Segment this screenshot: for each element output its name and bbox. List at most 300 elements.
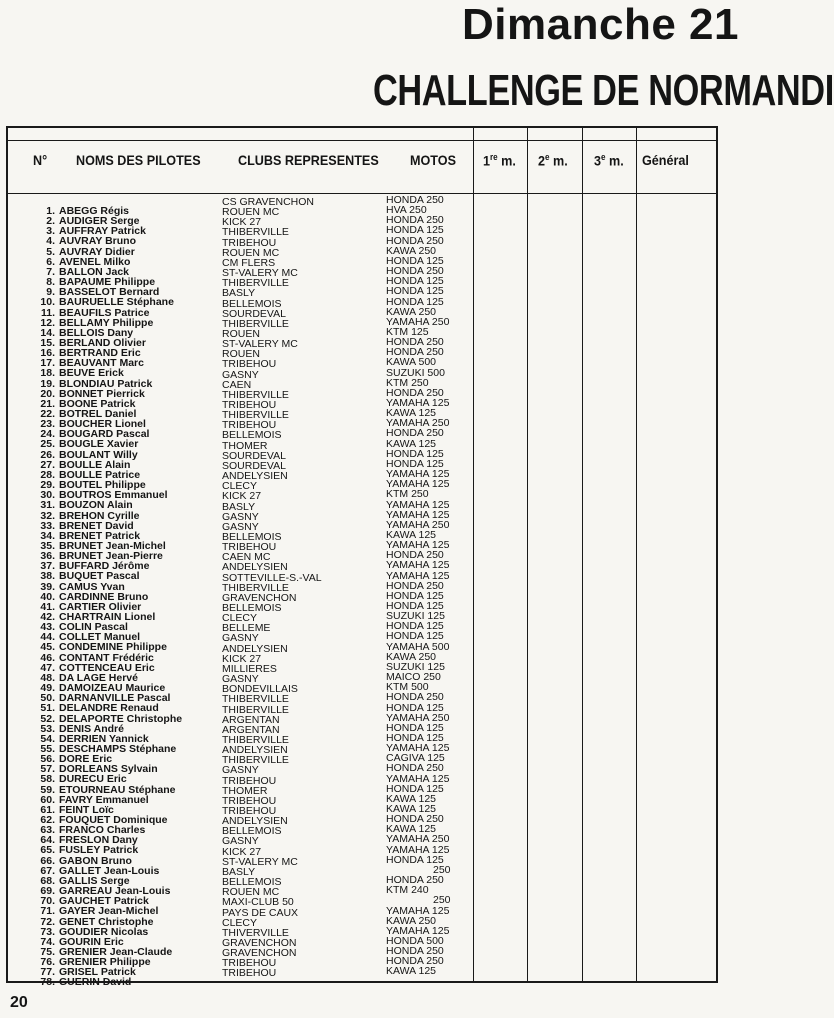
moto-model: KAWA 125 (386, 803, 436, 815)
moto-model: KAWA 250 (386, 305, 436, 318)
moto-model: YAMAHA 125 (386, 508, 450, 521)
club-name: BASLY (222, 500, 256, 513)
moto-model: KTM 250 (386, 488, 429, 501)
pilot-name: BOULANT Willy (59, 448, 138, 461)
pilot-name: BUQUET Pascal (59, 570, 140, 583)
club-name: CLECY (222, 612, 258, 625)
pilot-name: FUSLEY Patrick (59, 844, 139, 857)
pilot-name: DENIS André (59, 722, 124, 735)
moto-model: HONDA 125 (386, 285, 444, 298)
pilot-name: BELLAMY Philippe (59, 316, 154, 329)
club-name: ROUEN MC (222, 246, 280, 259)
club-name: TRIBEHOU (222, 358, 277, 371)
moto-model: HONDA 125 (386, 721, 444, 734)
moto-model: HONDA 250 (386, 874, 444, 887)
club-name: ST-VALERY MC (222, 855, 298, 868)
moto-model: KAWA 125 (386, 965, 436, 978)
pilot-name: GALLIS Serge (59, 874, 130, 887)
pilot-number: 7. (46, 265, 55, 278)
pilot-number: 37. (40, 560, 55, 573)
club-name: CS GRAVENCHON (222, 196, 314, 208)
pilot-name: BRUNET Jean-Michel (59, 539, 166, 552)
pilot-name: GAYER Jean-Michel (59, 905, 159, 918)
pilot-number: 4. (46, 235, 55, 248)
club-name: THIBERVILLE (222, 226, 289, 239)
moto-model: YAMAHA 125 (386, 742, 450, 755)
moto-model: HONDA 125 (386, 701, 444, 714)
col-header-clubs: CLUBS REPRESENTES (238, 152, 379, 168)
moto-model: MAICO 250 (386, 671, 441, 684)
col-header-pilots: NOMS DES PILOTES (76, 152, 201, 168)
club-name: GASNY (222, 673, 259, 686)
club-name: CLECY (222, 916, 258, 929)
club-name: SOURDEVAL (222, 459, 286, 472)
pilot-name: BOTREL Daniel (59, 408, 137, 420)
moto-model: HONDA 250 (386, 427, 444, 440)
pilot-number: 27. (40, 458, 55, 471)
pilot-name: AVENEL Milko (59, 255, 131, 268)
pilot-number: 1. (46, 205, 55, 217)
col-header-round-1: 1re m. (483, 152, 516, 169)
pilot-number: 48. (40, 671, 55, 684)
moto-model: CAGIVA 125 (386, 752, 445, 765)
moto-model: KAWA 125 (386, 437, 436, 450)
pilot-number: 40. (40, 590, 55, 603)
header-bottom-rule (6, 193, 718, 194)
pilot-name: CONTANT Frédéric (59, 651, 154, 664)
pilot-name: CONDEMINE Philippe (59, 641, 167, 654)
pilot-name: DAMOIZEAU Maurice (59, 682, 166, 695)
moto-model: YAMAHA 250 (386, 315, 450, 328)
pilot-number: 53. (40, 722, 55, 735)
pilot-number: 33. (40, 519, 55, 532)
pilot-name: COLLET Manuel (59, 631, 141, 644)
page-subtitle: CHALLENGE DE NORMANDI (373, 66, 834, 115)
pilot-name: DESCHAMPS Stéphane (59, 742, 177, 755)
club-name: TRIBEHOU (222, 794, 277, 807)
pilot-name: AUDIGER Serge (59, 215, 140, 228)
pilot-name: BRUNET Jean-Pierre (59, 550, 163, 563)
moto-model: 250 (433, 863, 451, 876)
club-name: KICK 27 (222, 652, 262, 665)
moto-model: HONDA 250 (386, 579, 444, 592)
pilot-name: BELLOIS Dany (59, 326, 134, 339)
club-name: PAYS DE CAUX (222, 906, 299, 919)
pilot-number: 71. (40, 905, 55, 918)
pilot-number: 35. (40, 539, 55, 552)
pilot-name: DELAPORTE Christophe (59, 712, 183, 725)
moto-model: YAMAHA 250 (386, 711, 450, 724)
club-name: ROUEN MC (222, 206, 280, 219)
moto-model: KTM 250 (386, 376, 429, 389)
pilot-number: 60. (40, 793, 55, 806)
pilot-number: 77. (40, 966, 55, 979)
moto-model: HONDA 125 (386, 853, 444, 866)
club-name: ST-VALERY MC (222, 338, 298, 351)
moto-model: KAWA 250 (386, 244, 436, 257)
club-name: THIVERVILLE (222, 926, 289, 939)
club-name: THIBERVILLE (222, 409, 289, 422)
pilot-number: 30. (40, 489, 55, 502)
pilot-name: BONNET Pierrick (59, 387, 145, 400)
pilot-number: 31. (40, 499, 55, 512)
club-name: ROUEN MC (222, 886, 280, 899)
moto-model: HONDA 125 (386, 782, 444, 795)
pilot-number: 34. (40, 529, 55, 542)
pilot-name: GAUCHET Patrick (59, 895, 149, 908)
moto-model: HONDA 250 (386, 214, 444, 227)
moto-model: KTM 240 (386, 884, 429, 897)
pilot-name: GOUDIER Nicolas (59, 925, 149, 938)
club-name: GASNY (222, 764, 259, 777)
club-name: ANDELYSIEN (222, 642, 288, 655)
pilot-name: BOONE Patrick (59, 397, 136, 410)
pilot-number: 50. (40, 692, 55, 705)
moto-model: YAMAHA 125 (386, 468, 450, 481)
pilot-name: BUFFARD Jérôme (59, 560, 150, 573)
pilot-name: GRENIER Jean-Claude (59, 945, 173, 958)
pilot-name: BOUZON Alain (59, 499, 133, 512)
pilot-name: BOULLE Patrice (59, 468, 141, 481)
moto-model: YAMAHA 125 (386, 397, 450, 409)
club-name: CAEN MC (222, 551, 271, 564)
pilot-name: COTTENCEAU Eric (59, 661, 155, 674)
pilot-name: BLONDIAU Patrick (59, 377, 153, 390)
pilot-name: BEUVE Erick (59, 367, 124, 380)
moto-model: HONDA 250 (386, 945, 444, 958)
pilot-number: 17. (40, 357, 55, 370)
pilot-number: 3. (46, 225, 55, 238)
pilot-name: GABON Bruno (59, 854, 132, 867)
moto-model: YAMAHA 125 (386, 539, 450, 552)
moto-model: HONDA 125 (386, 600, 444, 612)
moto-model: YAMAHA 250 (386, 518, 450, 531)
pilot-number: 61. (40, 803, 55, 816)
moto-model: KAWA 125 (386, 792, 436, 805)
pilot-name: BERTRAND Eric (59, 347, 141, 360)
club-name: THIBERVILLE (222, 317, 289, 330)
club-name: THOMER (222, 439, 268, 452)
moto-model: HONDA 250 (386, 549, 444, 562)
pilot-number: 41. (40, 600, 55, 613)
moto-model: HONDA 125 (386, 620, 444, 633)
col-header-round-3: 3e m. (594, 152, 624, 169)
pilot-number: 6. (46, 255, 55, 268)
pilot-name: BOUCHER Lionel (59, 418, 146, 431)
moto-model: HONDA 125 (386, 457, 444, 470)
pilot-number: 39. (40, 580, 55, 593)
pilot-number: 52. (40, 712, 55, 725)
pilot-number: 57. (40, 763, 55, 776)
club-name: BELLEMOIS (222, 602, 282, 614)
club-name: ANDELYSIEN (222, 815, 288, 828)
club-name: TRIBEHOU (222, 399, 277, 411)
moto-model: YAMAHA 125 (386, 498, 450, 511)
moto-model: YAMAHA 125 (386, 843, 450, 856)
club-name: BELLEME (222, 622, 271, 635)
club-name: BASLY (222, 865, 256, 878)
pilot-number: 72. (40, 915, 55, 928)
club-name: TRIBEHOU (222, 805, 277, 817)
pilot-name: GRENIER Philippe (59, 956, 151, 969)
pilot-number: 14. (40, 326, 55, 339)
moto-model: SUZUKI 125 (386, 660, 445, 673)
pilot-number: 10. (40, 296, 55, 309)
club-name: TRIBEHOU (222, 541, 277, 554)
moto-model: HONDA 250 (386, 955, 444, 968)
club-name: GASNY (222, 368, 259, 381)
pilot-number: 67. (40, 864, 55, 877)
pilot-number: 70. (40, 895, 55, 908)
moto-model: SUZUKI 125 (386, 610, 445, 623)
moto-model: HONDA 250 (386, 346, 444, 359)
pilot-number: 45. (40, 641, 55, 654)
pilot-number: 43. (40, 621, 55, 634)
pilot-number: 36. (40, 550, 55, 563)
pilot-number: 18. (40, 367, 55, 380)
pilot-number: 26. (40, 448, 55, 461)
club-name: GASNY (222, 520, 259, 533)
club-name: ARGENTAN (222, 713, 280, 726)
club-name: ANDELYSIEN (222, 470, 288, 483)
club-name: BELLEMOIS (222, 429, 282, 442)
pilot-name: GALLET Jean-Louis (59, 864, 160, 877)
pilot-name: BOUGARD Pascal (59, 428, 150, 441)
club-name: GRAVENCHON (222, 936, 297, 949)
pilot-name: BOUGLE Xavier (59, 438, 139, 451)
moto-model: YAMAHA 125 (386, 559, 450, 572)
moto-model: KAWA 250 (386, 650, 436, 663)
page-number: 20 (10, 994, 28, 1011)
pilot-name: FOUQUET Dominique (59, 814, 168, 826)
pilot-number: 20. (40, 387, 55, 400)
moto-model: HONDA 250 (386, 234, 444, 247)
pilot-number: 76. (40, 956, 55, 969)
pilot-name: FEINT Loïc (59, 803, 114, 816)
pilot-number: 62. (40, 814, 55, 826)
pilot-name: DA LAGE Hervé (59, 671, 138, 684)
col-header-number: N° (33, 152, 48, 168)
pilot-name: FAVRY Emmanuel (59, 793, 149, 806)
moto-model: HONDA 125 (386, 447, 444, 460)
page-title: Dimanche 21 (462, 0, 739, 49)
club-name: CAEN (222, 378, 252, 391)
moto-model: HONDA 125 (386, 224, 444, 237)
moto-model: YAMAHA 250 (386, 417, 450, 430)
club-name: THIBERVILLE (222, 388, 289, 401)
club-name: CM FLERS (222, 256, 276, 269)
pilot-name: BRENET Patrick (59, 529, 141, 542)
pilot-number: 38. (40, 570, 55, 583)
pilot-number: 49. (40, 682, 55, 695)
pilot-name: BERLAND Olivier (59, 336, 146, 349)
club-name: GRAVENCHON (222, 947, 297, 960)
moto-model: HONDA 125 (386, 589, 444, 602)
col-header-round-2: 2e m. (538, 152, 568, 169)
club-name: GASNY (222, 835, 259, 848)
pilot-number: 8. (46, 276, 55, 289)
pilot-number: 46. (40, 651, 55, 664)
pilot-name: DORE Eric (59, 753, 113, 766)
pilot-number: 9. (46, 286, 55, 299)
pilot-number: 66. (40, 854, 55, 867)
pilot-name: BAURUELLE Stéphane (59, 296, 174, 309)
pilot-name: CAMUS Yvan (59, 580, 125, 593)
club-name: KICK 27 (222, 216, 262, 229)
moto-model: HONDA 250 (386, 194, 444, 206)
pilot-name: BOULLE Alain (59, 458, 131, 471)
club-name: TRIBEHOU (222, 419, 277, 432)
pilot-number: 32. (40, 509, 55, 522)
column-divider-2 (527, 126, 528, 983)
pilot-name: DERRIEN Yannick (59, 732, 149, 745)
pilot-number: 59. (40, 783, 55, 796)
pilot-number: 25. (40, 438, 55, 451)
pilot-name: GOURIN Eric (59, 935, 124, 948)
pilot-name: ABEGG Régis (59, 205, 130, 217)
club-name: TRIBEHOU (222, 774, 277, 787)
pilot-name: COLIN Pascal (59, 621, 128, 634)
pilot-number: 15. (40, 336, 55, 349)
club-name: THIBERVILLE (222, 703, 289, 716)
pilot-number: 75. (40, 945, 55, 958)
pilot-number: 65. (40, 844, 55, 857)
club-name: SOURDEVAL (222, 307, 286, 320)
pilot-number: 78. (40, 976, 55, 989)
club-name: ARGENTAN (222, 723, 280, 736)
club-name: BONDEVILLAIS (222, 683, 298, 696)
club-name: GRAVENCHON (222, 591, 297, 604)
club-name: MILLIERES (222, 662, 277, 675)
pilot-number: 68. (40, 874, 55, 887)
pilot-name: BREHON Cyrille (59, 509, 140, 522)
pilot-name: GARREAU Jean-Louis (59, 885, 171, 898)
pilot-name: BALLON Jack (59, 265, 130, 278)
moto-model: YAMAHA 125 (386, 772, 450, 785)
moto-model: KAWA 250 (386, 914, 436, 927)
moto-model: HONDA 125 (386, 295, 444, 308)
moto-model: HONDA 125 (386, 630, 444, 643)
pilot-number: 54. (40, 732, 55, 745)
pilot-number: 44. (40, 631, 55, 644)
pilot-number: 2. (46, 215, 55, 228)
pilot-name: GRISEL Patrick (59, 966, 136, 979)
moto-model: HONDA 500 (386, 934, 444, 947)
moto-model: YAMAHA 125 (386, 478, 450, 491)
pilot-number: 23. (40, 418, 55, 431)
pilot-number: 24. (40, 428, 55, 441)
column-divider-3 (582, 126, 583, 983)
moto-model: YAMAHA 250 (386, 833, 450, 846)
pilot-name: DURECU Eric (59, 773, 127, 786)
moto-model: HONDA 250 (386, 336, 444, 349)
pilot-name: FRANCO Charles (59, 824, 146, 837)
pilot-name: DARNANVILLE Pascal (59, 692, 171, 705)
pilot-number: 63. (40, 824, 55, 837)
pilot-name: DORLEANS Sylvain (59, 763, 158, 776)
pilot-number: 16. (40, 347, 55, 360)
moto-model: KAWA 500 (386, 356, 436, 369)
pilot-number: 5. (46, 245, 55, 258)
moto-model: HONDA 250 (386, 813, 444, 826)
club-name: MAXI-CLUB 50 (222, 896, 294, 909)
club-name: THOMER (222, 784, 268, 797)
pilot-number: 69. (40, 885, 55, 898)
pilot-number: 12. (40, 316, 55, 329)
club-name: KICK 27 (222, 845, 262, 858)
moto-model: KTM 125 (386, 325, 429, 338)
pilot-name: CHARTRAIN Lionel (59, 611, 156, 623)
pilot-name: DELANDRE Renaud (59, 702, 159, 715)
pilot-name: BAPAUME Philippe (59, 276, 156, 289)
pilot-number: 55. (40, 742, 55, 755)
moto-model: KAWA 125 (386, 407, 436, 420)
moto-model: HONDA 250 (386, 265, 444, 278)
pilot-name: AUVRAY Bruno (59, 235, 137, 248)
moto-model: HONDA 250 (386, 691, 444, 704)
moto-model: KAWA 125 (386, 823, 436, 836)
pilot-number: 51. (40, 702, 55, 715)
club-name: BELLEMOIS (222, 825, 282, 838)
pilot-name: CARDINNE Bruno (59, 590, 149, 603)
club-name: BELLEMOIS (222, 530, 282, 543)
pilot-number: 19. (40, 377, 55, 390)
header-top-rule (6, 140, 718, 141)
moto-model: SUZUKI 500 (386, 366, 445, 379)
pilot-number: 74. (40, 935, 55, 948)
pilot-name: GUERIN David (59, 976, 132, 989)
pilot-name: CARTIER Olivier (59, 600, 142, 613)
moto-model: HVA 250 (386, 204, 427, 217)
moto-model: YAMAHA 500 (386, 640, 450, 653)
club-name: ST-VALERY MC (222, 267, 298, 280)
club-name: GASNY (222, 632, 259, 645)
moto-model: YAMAHA 125 (386, 569, 450, 582)
column-divider-1 (473, 126, 474, 983)
club-name: THIBERVILLE (222, 733, 289, 746)
pilot-name: BOUTEL Philippe (59, 479, 146, 492)
column-divider-4 (636, 126, 637, 983)
club-name: SOURDEVAL (222, 449, 286, 462)
moto-model: YAMAHA 125 (386, 924, 450, 937)
pilot-number: 47. (40, 661, 55, 674)
moto-model: YAMAHA 125 (386, 904, 450, 917)
club-name: CLECY (222, 480, 258, 493)
club-name: THIBERVILLE (222, 581, 289, 594)
pilot-name: AUVRAY Didier (59, 245, 135, 258)
pilot-number: 56. (40, 753, 55, 766)
club-name: SOTTEVILLE-S.-VAL (222, 571, 322, 584)
pilot-number: 73. (40, 925, 55, 938)
col-header-motos: MOTOS (410, 152, 456, 168)
moto-model: KTM 500 (386, 681, 429, 694)
club-name: TRIBEHOU (222, 236, 277, 249)
club-name: BASLY (222, 287, 256, 300)
pilot-number: 64. (40, 834, 55, 847)
pilot-number: 58. (40, 773, 55, 786)
pilot-name: FRESLON Dany (59, 834, 138, 847)
club-name: ROUEN (222, 348, 260, 361)
pilot-number: 22. (40, 408, 55, 420)
pilot-name: GENET Christophe (59, 915, 154, 928)
pilot-name: ETOURNEAU Stéphane (59, 783, 176, 796)
club-name: TRIBEHOU (222, 957, 277, 970)
pilot-number: 42. (40, 611, 55, 623)
club-name: TRIBEHOU (222, 967, 277, 980)
pilot-number: 29. (40, 479, 55, 492)
moto-model: HONDA 125 (386, 731, 444, 744)
pilot-number: 28. (40, 468, 55, 481)
